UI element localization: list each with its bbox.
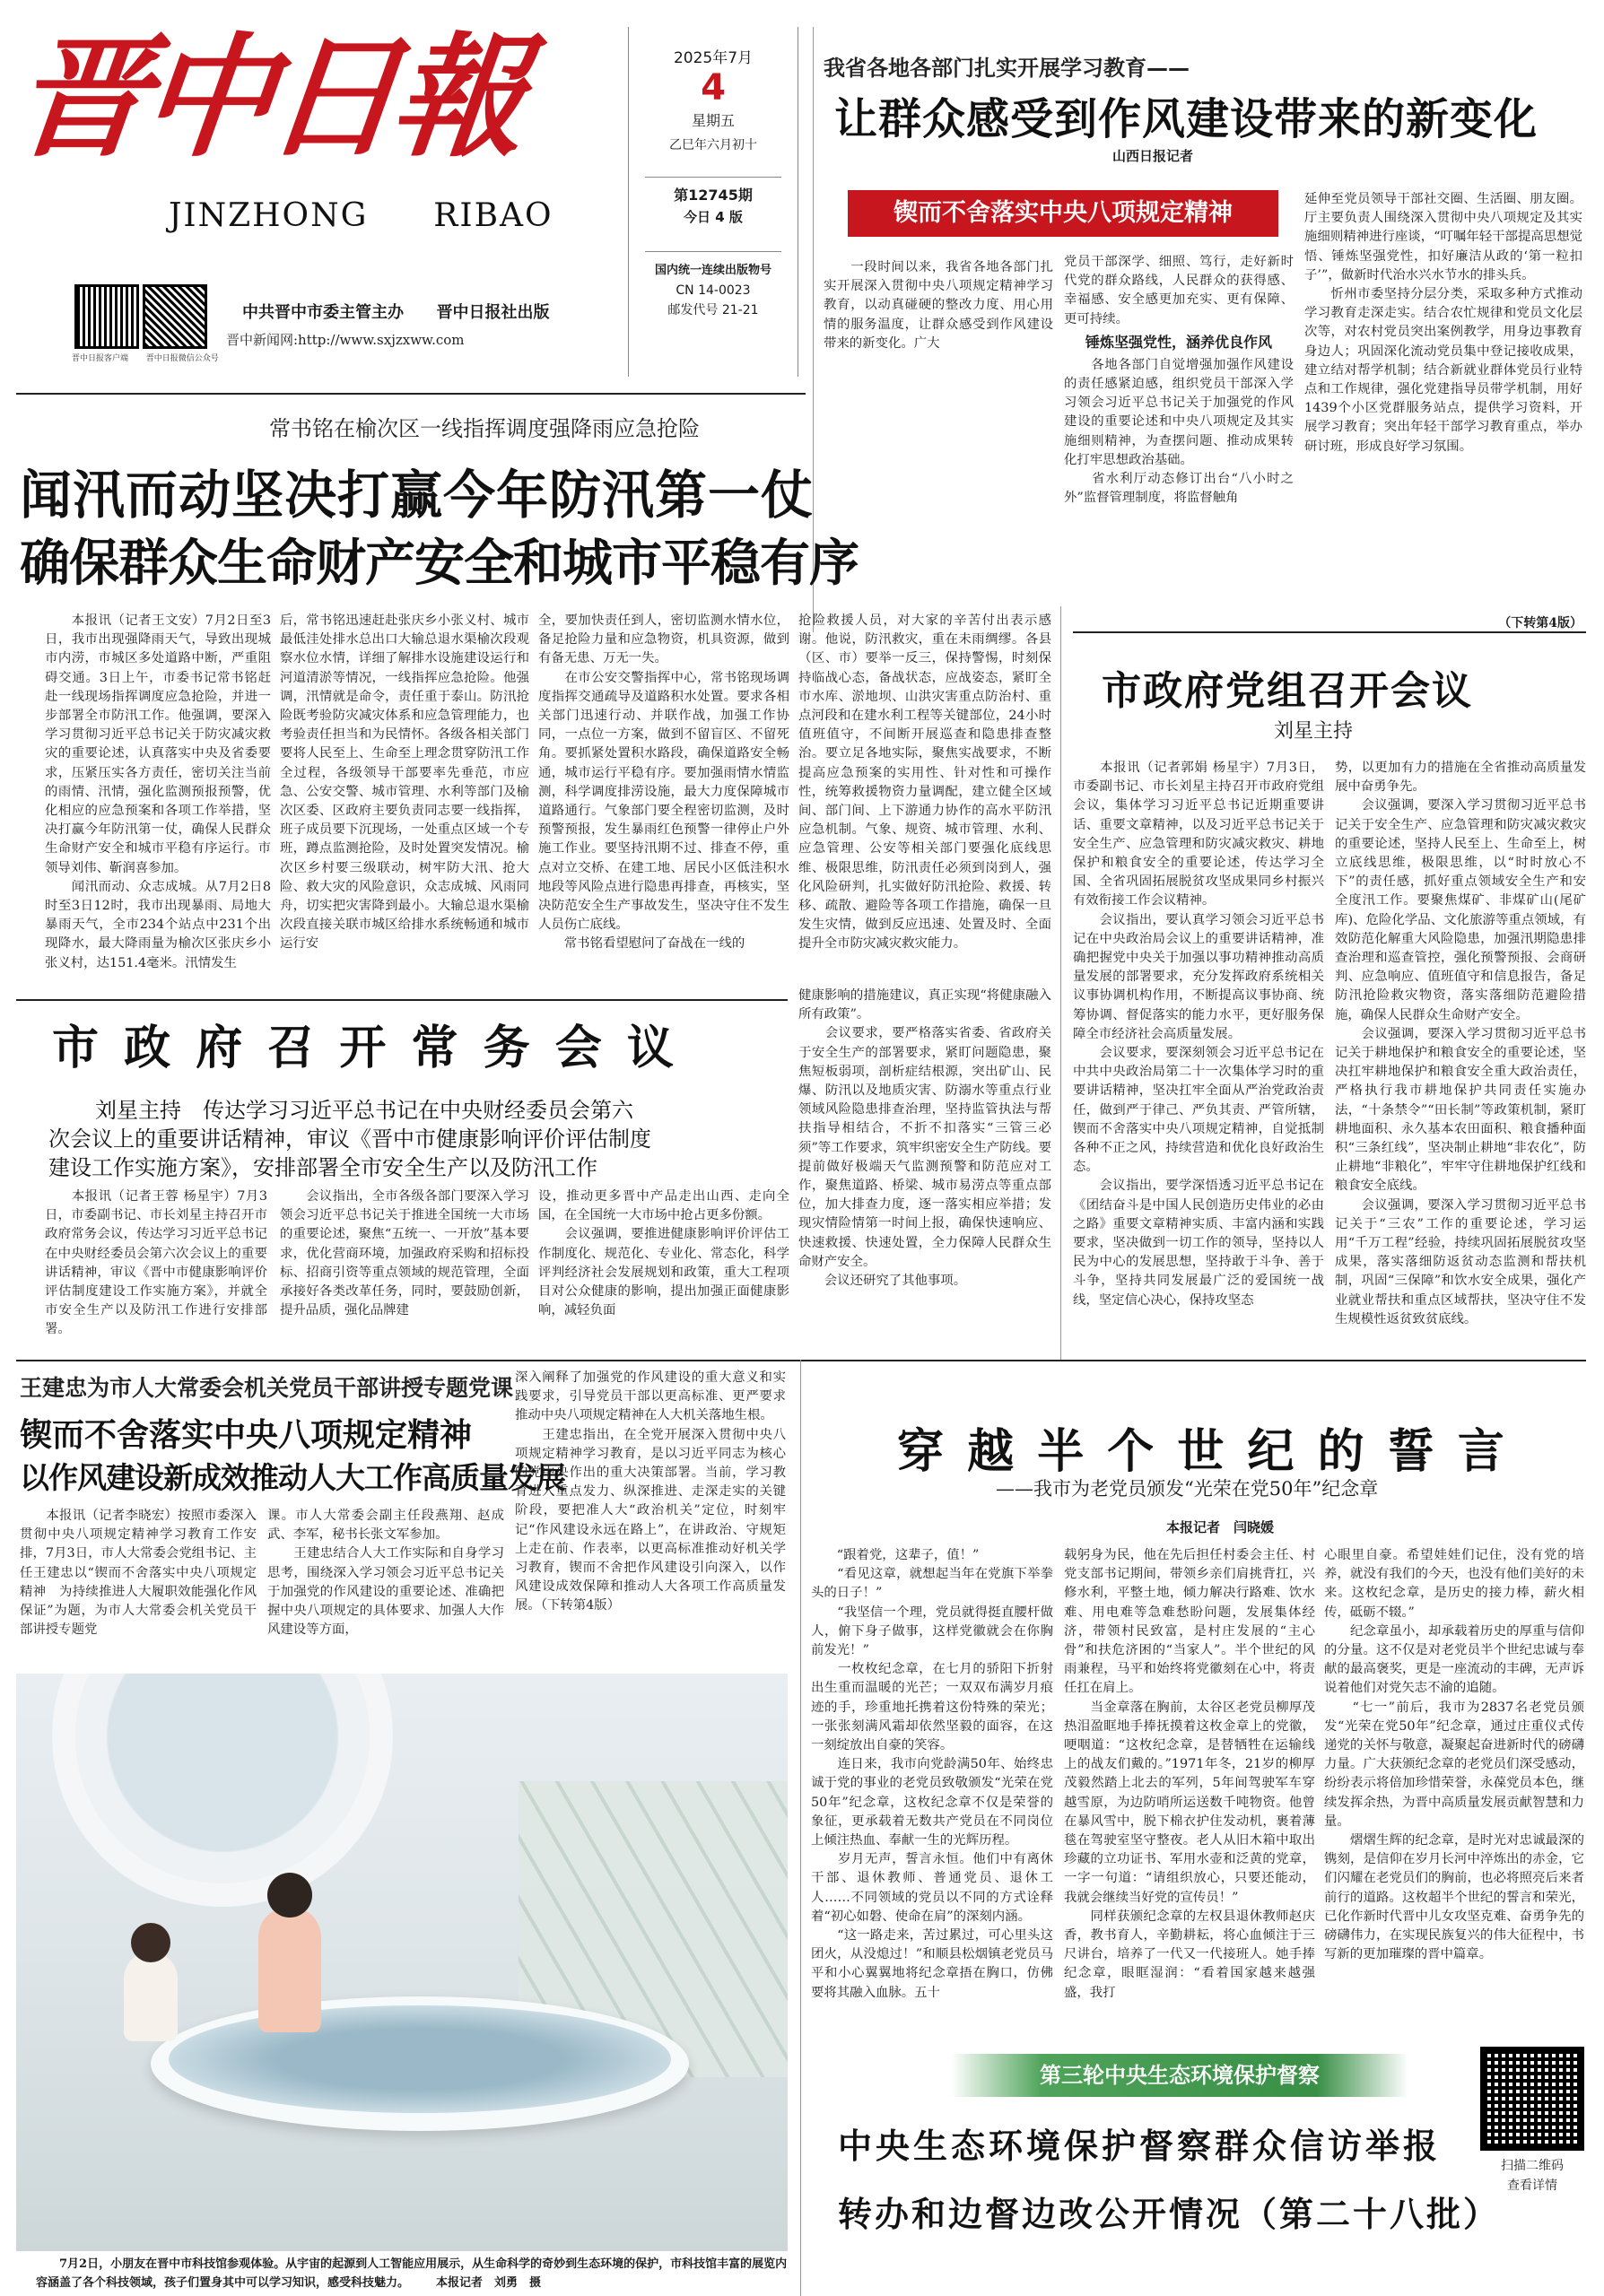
qr-code-wechat [145, 287, 205, 346]
science-museum-photo [16, 1674, 788, 2251]
vow-col-3: 心眼里自豪。希望娃娃们记住，没有党的培养，就没有我们的今天，也没有他们美好的未来。这枚纪念章，是历史的接力棒，薪火相传，砥砺不辍。” 纪念章虽小，却承载着历史的厚重与信仰的分量。这不仅是对老党员半个世纪忠诚与奉献的最高褒奖，更是一座流动的丰碑，无声诉说着他们对党矢志不渝的追随。 “七一”前后，我市为2837名老党员颁发“光荣在党50年”纪念章，通过庄重仪式传递党的关怀与敬意，凝聚起奋进新时代的磅礴力量。广大获颁纪念章的老党员们深受感动，纷纷表示将倍加珍惜荣誉，永葆党员本色，继续发挥余热，为晋中高质量发展贡献智慧和力量。 熠熠生辉的纪念章，是时光对忠诚最深的镌刻，是信仰在岁月长河中淬炼出的赤金，它们闪耀在老党员们的胸前，也必将照亮后来者前行的道路。这枚超半个世纪的誓言和荣光，已化作新时代晋中儿女攻坚克难、奋勇争先的磅礴伟力，在实现民族复兴的伟大征程中，书写新的更加璀璨的晋中篇章。 [1324, 1548, 1584, 1962]
party-col-1: 本报讯（记者郭娟 杨星宇）7月3日，市委副书记、市长刘星主持召开市政府党组会议，集体学习习近平总书记近期重要讲话、重要文章精神，以及习近平总书记关于安全生产、应急管理和防灾减灾救灾、耕地保护和粮食安全的重要论述，传达学习全国、全省巩固拓展脱贫攻坚成果同乡村振兴有效衔接工作会议精神。 会议指出，要认真学习领会习近平总书记在中央政治局会议上的重要讲话精神，准确把握党中央关于加强以事功精神推动高质量发展的部署要求，充分发挥政府系统相关议事协调机构作用，不断提高议事协商、统筹协调、督促落实的能力水平，更好服务保障全市经济社会高质量发展。 会议要求，要深刻领会习近平总书记在中共中央政治局第二十一次集体学习时的重要讲话精神，坚决扛牢全面从严治党政治责任，做到严于律己、严负其责、严管所辖，锲而不舍落实中央八项规定精神，自觉抵制各种不正之风，持续营造和优化良好政治生态。 会议指出，要学深悟透习近平总书记在《团结奋斗是中国人民创造历史伟业的必由之路》重要文章精神实质、丰富内涵和实践要求，坚决做到一切工作的领导，坚持以人民为中心的发展思想，坚持敢于斗争、善于斗争，坚持共同发展最广泛的爱国统一战线，坚定信心决心，保持攻坚态 [1073, 761, 1324, 1308]
issue-date: 2025年7月 [673, 49, 754, 67]
masthead-logo-text: 晋中日報 [7, 19, 527, 175]
sponsor: 中共晋中市委主管主办 [242, 303, 404, 322]
top-story-byline: 山西日报记者 [1112, 148, 1194, 164]
photo-caption [36, 2255, 788, 2294]
eco-banner [951, 2054, 1408, 2097]
flood-title-1: 闻汛而动坚决打赢今年防汛第一仗 [20, 465, 815, 526]
eco-qr-code[interactable] [1484, 2050, 1581, 2147]
vow-title: 穿 越 半 个 世 纪 的 誓 言 [897, 1424, 1508, 1479]
council-col-1: 本报讯（记者王蓉 杨星宇）7月3日，市委副书记、市长刘星主持召开市政府常务会议，传达学习习近平总书记在中央财经委员会第六次会议上的重要讲话精神，审议《晋中市健康影响评价评估制度建设工作实施方案》，并就全市安全生产以及防汛工作进行安排部署。 [45, 1189, 267, 1337]
weekday: 星期五 [691, 112, 735, 129]
date-box [628, 27, 798, 377]
council-col-2: 会议指出，全市各级各部门要深入学习领会习近平总书记关于推进全国统一大市场的重要论述，聚焦“五统一、一开放”基本要求，优化营商环境，加强政府采购和招标投标、招商引资等重点领域的规范管理，全面承接好各类改革任务，同时，要鼓励创新，提升品质，强化品牌建 [280, 1189, 529, 1318]
npc-col-1: 本报讯（记者李晓宏）按照市委深入贯彻中央八项规定精神学习教育工作安排，7月3日，市人大常委会党组书记、主任王建忠以“锲而不舍落实中央八项规定精神 为持续推进人大履职效能强化作风保证”为题，为市人大常委会机关党员干部讲授专题党 [20, 1509, 257, 1638]
top-story-col-2: 党员干部深学、细照、笃行，走好新时代党的群众路线，人民群众的获得感、幸福感、安全感更加充实、更有保障、更可持续。 [1064, 255, 1294, 326]
top-story-col-2b: 各地各部门自觉增强加强作风建设的责任感紧迫感，组织党员干部深入学习领会习近平总书记关于加强党的作风建设的重要论述和中央八项规定及其实施细则精神，为查摆问题、推动成果转化打牢思想政治基础。 省水利厅动态修订出台“八小时之外”监督管理制度，将监督触角 [1064, 357, 1294, 506]
vow-col-2: 载躬身为民，他在先后担任村委会主任、村党支部书记期间，带领乡亲们肩挑背扛，兴修水利，平整土地，倾力解决行路难、饮水难、用电难等急难愁盼问题，发展集体经济，带领村民致富，是村庄发展的“主心骨”和扶危济困的“当家人”。半个世纪的风雨兼程，马平和始终将党徽刻在心中，将责任扛在肩上。 当金章落在胸前，太谷区老党员柳厚茂热泪盈眶地手捧抚摸着这枚金章上的党徽，哽咽道：“这枚纪念章，是替牺牲在运输线上的战友们戴的。”1971年冬，21岁的柳厚茂毅然踏上北去的军列，5年间驾驶军车穿越雪原，为边防哨所运送数千吨物资。他曾在暴风雪中，脱下棉衣护住发动机，裹着薄毯在驾驶室坚守整夜。老人从旧木箱中取出珍藏的立功证书、军用水壶和泛黄的党章，一字一句道：“请组织放心，只要还能动，我就会继续当好党的宣传员！” 同样获颁纪念章的左权县退休教师赵庆香，教书育人，辛勤耕耘，将心血倾注于三尺讲台，培养了一代又一代接班人。她手捧纪念章，眼眶湿润：“看着国家越来越强盛，我打 [1064, 1548, 1315, 2000]
council-deck-line-1: 刘星主持 传达学习习近平总书记在中央财经委员会第六 [95, 1098, 633, 1123]
vow-col-1: “跟着党，这辈子，值！” “看见这章，就想起当年在党旗下举拳头的日子！” “我坚信一个理，党员就得挺直腰杆做人，俯下身子做事，这样党徽就会在你胸前发光！” 一枚枚纪念章，在七月的骄阳下折射出生重而温暖的光芒；一双双布满岁月痕迹的手，珍重地托携着这份特殊的荣光；一张张刻满风霜却依然坚毅的面容，在这一刻绽放出自豪的笑容。 连日来，我市向党龄满50年、始终忠诚于党的事业的老党员致敬颁发“光荣在党50年”纪念章，这枚纪念章不仅是荣誉的象征，更承载着无数共产党员在不同岗位上倾注热血、奉献一生的光辉历程。 岁月无声，誓言永恒。他们中有离休干部、退休教师、普通党员、退休工人……不同领域的党员以不同的方式诠释着“初心如磐、使命在肩”的深刻内涵。 “这一路走来，苦过累过，可心里头这团火，从没熄过！”和顺县松烟镇老党员马平和小心翼翼地将纪念章捂在胸口，仿佛要将其融入血脉。五十 [811, 1548, 1053, 2000]
party-title: 市政府党组召开会议 [1102, 668, 1473, 714]
party-col-2: 势，以更加有力的措施在全省推动高质量发展中奋勇争先。 会议强调，要深入学习贯彻习近平总书记关于安全生产、应急管理和防灾减灾救灾的重要论述，坚持人民至上、生命至上，树立底线思维，极限思维，以“时时放心不下”的责任感，抓好重点领域安全生产和安全度汛工作。要聚焦煤矿、非煤矿山(尾矿库)、危险化学品、文化旅游等重点领域，有效防范化解重大风险隐患，加强汛期隐患排查治理和巡查管控，强化预警预报、会商研判、应急响应、值班值守和信息报告，备足防汛抢险救灾物资，落实落细防范避险措施，确保人民群众生命财产安全。 会议强调，要深入学习贯彻习近平总书记关于耕地保护和粮食安全的重要论述，坚决扛牢耕地保护和粮食安全重大政治责任，严格执行我市耕地保护共同责任实施办法，“十条禁令”“田长制”等政策机制，紧盯耕地面积、永久基本农田面积、粮食播种面积“三条红线”，坚决制止耕地“非农化”，防止耕地“非粮化”，牢牢守住耕地保护红线和粮食安全底线。 会议强调，要深入学习贯彻习近平总书记关于“三农”工作的重要论述，学习运用“千万工程”经验，持续巩固拓展脱贫攻坚成果，落实落细防返贫动态监测和帮扶机制，巩固“三保障”和饮水安全成果，强化产业就业帮扶和重点区域帮扶，坚决守住不发生规模性返贫致贫底线。 [1335, 761, 1586, 1326]
flood-col-4: 抢险救援人员，对大家的辛苦付出表示感谢。他说，防汛救灾，重在未雨绸缪。各县（区、市）要举一反三，保持警惕，时刻保持临战心态，备战状态，应战姿态，紧盯全市水库、淤地坝、山洪灾害重点防治村、重点河段和在建水利工程等关键部位，24小时值班值守，不间断开展巡查和隐患排查整治。要立足各地实际，聚焦实战要求，不断提高应急预案的实用性、针对性和可操作性，统筹救援物资力量调配，建立健全区域间、部门间、上下游通力协作的高水平防汛应急机制。气象、规资、城市管理、水利、应急管理、公安等相关部门要强化底线思维、极限思维，防汛责任必须到岗到人，强化风险研判，扎实做好防汛抢险、救援、转移、疏散、避险等各项工作措施，确保一旦发生灾情，做到反应迅速、处置及时、全面提升全市防灾减灾救灾能力。 [798, 613, 1051, 952]
qr-caption-client: 晋中日报客户端 [72, 354, 129, 363]
top-story-title: 让群众感受到作风建设带来的新变化 [834, 94, 1539, 144]
eco-title-2: 转办和边督边改公开情况（第二十八批） [838, 2195, 1501, 2234]
council-col-3: 设，推动更多晋中产品走出山西、走向全国，在全国统一大市场中抢占更多份额。 会议强调，要推进健康影响评价评估工作制度化、规范化、专业化、常态化，科学评判经济社会发展规划和政策，重大工程项目对公众健康的影响，提出加强正面健康影响，减轻负面 [538, 1189, 789, 1318]
issue-number: 第12745期 [674, 187, 753, 204]
top-story-jump[interactable]: （下转第4版） [1498, 613, 1582, 631]
website[interactable]: 晋中新闻网:http://www.sxjzxww.com [226, 332, 465, 348]
top-story-banner [848, 190, 1278, 237]
lunar-date: 乙巳年六月初十 [669, 138, 757, 152]
vow-deck: ——我市为老党员颁发“光荣在党50年”纪念章 [996, 1478, 1379, 1500]
council-deck-line-3: 建设工作实施方案》，安排部署全市安全生产以及防汛工作 [48, 1155, 597, 1180]
masthead-pinyin-left: JINZHONG [169, 197, 369, 234]
eco-qr-caption-2: 查看详情 [1507, 2179, 1557, 2193]
masthead-logo [7, 16, 599, 251]
photo-caption-text: 7月2日，小朋友在晋中市科技馆参观体验。从宇宙的起源到人工智能应用展示，从生命科学的奇妙到生态环境的保护，市科技馆丰富的展览内容涵盖了各个科技领域，孩子们置身其中可以学习知识，感受科技魅力。 [36, 2257, 788, 2290]
qr-code-client [77, 287, 136, 346]
flood-col-1: 本报讯（记者王文安）7月2日至3日，我市出现强降雨天气，导致出现城市内涝，市城区多处道路中断，严重阻碍交通。3日上午，市委书记常书铭赶赴一线现场指挥调度应急抢险，并进一步部署全市防汛工作。他强调，要深入学习贯彻习近平总书记关于防灾减灾救灾的重要论述，认真落实中央及省委要求，压紧压实各方责任，密切关注当前的雨情、汛情，强化监测预报预警，优化相应的应急预案和各项工作举措，坚决打赢今年防汛第一仗，确保人民群众生命财产安全和城市平稳有序运行。市领导刘伟、靳润喜参加。 闻汛而动、众志成城。从7月2日8时至3日12时，我市出现暴雨、局地大暴雨天气，全市234个站点中231个出现降水，最大降雨量为榆次区张庆乡小张义村，达151.4毫米。汛情发生 [45, 613, 271, 970]
page-count: 今日 4 版 [684, 209, 743, 225]
council-deck-line-2: 次会议上的重要讲话精神，审议《晋中市健康影响评价评估制度 [48, 1126, 651, 1152]
top-story-kicker: 我省各地各部门扎实开展学习教育—— [824, 56, 1190, 81]
flood-col-2: 后，常书铭迅速赶赴张庆乡小张义村、城市最低洼处排水总出口大输总退水渠榆次段观察水位水情，详细了解排水设施建设运行和河道清淤等情况，一线指挥应急抢险。他强调，汛情就是命令，责任重于泰山。防汛抢险既考验防灾减灾体系和应急管理能力，也考验责任担当和为民情怀。各级各相关部门要将人民至上、生命至上理念贯穿防汛工作全过程，各级领导干部要率先垂范，市应急、公安交警、城市管理、水利等部门及榆次区委、区政府主要负责同志要一线指挥，班子成员要下沉现场，一处重点区域一个专班，蹲点监测抢险，及时处置突发情况。榆次区乡村要三级联动，树牢防大汛、抢大险、救大灾的风险意识，众志成城、风雨同舟，切实把灾害降到最小。大输总退水渠榆次段直接关联市城区给排水系统畅通和城市运行安 [280, 613, 529, 952]
npc-col-2: 课。市人大常委会副主任段燕翔、赵成武、李军，秘书长张文军参加。 王建忠结合人大工作实际和自身学习思考，围绕深入学习领会习近平总书记关于加强党的作风建设的重要论述、准确把握中央八项规定的具体要求、加强人大作风建设等方面， [267, 1509, 504, 1638]
vow-byline: 本报记者 闫晓媛 [1166, 1519, 1275, 1535]
eco-qr-caption-1: 扫描二维码 [1501, 2159, 1564, 2173]
npc-kicker: 王建忠为市人大常委会机关党员干部讲授专题党课 [20, 1375, 514, 1401]
flood-col-3: 全，要加快责任到人，密切监测水情水位，备足抢险力量和应急物资，机具资源，做到有备无患、万无一失。 在市公安交警指挥中心，常书铭现场调度指挥交通疏导及道路积水处置。要求各相关部门迅速行动、并联作战，加强工作协同，一点位一方案，做到不留盲区、不留死角。要抓紧处置积水路段，确保道路安全畅通，城市运行平稳有序。要加强雨情水情监测，科学调度排涝设施，最大力度保障城市道路通行。气象部门要全程密切监测，及时预警预报，发生暴雨红色预警一律停止户外施工作业。要坚持汛期不过、排查不停，重点对立交桥、在建工地、居民小区低洼积水地段等风险点进行隐患再排查，再核实，坚决防范安全生产事故发生，坚决守住不发生人员伤亡底线。 常书铭看望慰问了奋战在一线的 [538, 613, 789, 952]
photo-credit: 本报记者 刘勇 摄 [436, 2276, 542, 2290]
npc-title-1: 锲而不舍落实中央八项规定精神 [20, 1416, 473, 1454]
eco-banner-text: 第三轮中央生态环境保护督察 [1040, 2063, 1320, 2088]
cn-number: CN 14-0023 [676, 283, 751, 298]
party-byline: 刘星主持 [1274, 720, 1354, 743]
eco-title-1: 中央生态环境保护督察群众信访举报 [838, 2126, 1442, 2166]
postal-code: 邮发代号 21-21 [667, 303, 759, 317]
top-story-col-3: 延伸至党员领导干部社交圈、生活圈、朋友圈。厅主要负责人围绕深入贯彻中央八项规定及其实施细则精神进行座谈，“叮嘱年轻干部提高思想觉悟、锤炼坚强党性，扣好廉洁从政的‘第一粒扣子’”，做新时代治水兴水节水的排头兵。 忻州市委坚持分层分类，采取多种方式推动学习教育走深走实。结合农忙规律和党员文化层次等，对农村党员突出案例教学，用身边事教育身边人；巩固深化流动党员集中登记接收成果，建立结对帮学机制；结合新就业群体党员行业特点和工作规律，强化党建指导员带学机制，用好1439个小区党群服务站点，提供学习资料，开展学习教育；突出年轻干部学习教育重点，举办研讨班，形成良好学习氛围。 [1304, 192, 1582, 454]
publisher: 晋中日报社出版 [436, 303, 550, 322]
council-col-4: 健康影响的措施建议，真正实现“将健康融入所有政策”。 会议要求，要严格落实省委、省政府关于安全生产的部署要求，紧盯问题隐患，聚焦短板弱项，剖析症结根源，突出矿山、民爆、防汛以及地质灾害、防溺水等重点行业领域风险隐患排查治理，坚持监管执法与帮扶指导相结合，不折不扣落实“三管三必须”等工作要求，筑牢织密安全生产防线。要提前做好极端天气监测预警和防范应对工作，聚焦道路、桥梁、城市易涝点等重点部位，加大排查力度，逐一落实相应举措；发现灾情险情第一时间上报，确保快速响应、快速救援、快速处置，全力保障人民群众生命财产安全。 会议还研究了其他事项。 [798, 988, 1051, 1289]
council-title: 市 政 府 召 开 常 务 会 议 [52, 1022, 678, 1075]
qr-caption-wechat: 晋中日报微信公众号 [145, 354, 219, 363]
top-story-banner-text: 锲而不舍落实中央八项规定精神 [894, 199, 1233, 227]
cn-label: 国内统一连续出版物号 [654, 264, 771, 277]
npc-col-3: 深入阐释了加强党的作风建设的重大意义和实践要求，引导党员干部以更高标准、更严要求推动中央八项规定精神在人大机关落地生根。 王建忠指出，在全党开展深入贯彻中央八项规定精神学习教育，是以习近平同志为核心的党中央作出的重大决策部署。当前，学习教育进入重点发力、纵深推进、走深走实的关键阶段，要把准人大“政治机关”定位，时刻牢记“作风建设永远在路上”，在讲政治、守规矩上走在前、作表率，以更高标准推动好机关学习教育，锲而不舍把作风建设引向深入，以作风建设成效保障和推动人大各项工作高质量发展。（下转第4版） [515, 1370, 786, 1613]
issue-day: 4 [701, 67, 726, 109]
council-deck [48, 1096, 802, 1182]
top-story-subhead: 锤炼坚强党性，涵养优良作风 [1085, 333, 1272, 351]
masthead-pinyin-right: RIBAO [433, 197, 554, 234]
flood-kicker: 常书铭在榆次区一线指挥调度强降雨应急抢险 [269, 416, 700, 441]
top-story-col-1: 一段时间以来，我省各地各部门扎实开展深入贯彻中央八项规定精神学习教育，以动真碰硬的整改力度、用心用情的服务温度，让群众感受到作风建设带来的新变化。广大 [824, 260, 1053, 351]
npc-title-2: 以作风建设新成效推动人大工作高质量发展 [20, 1460, 565, 1495]
flood-title-2: 确保群众生命财产安全和城市平稳有序 [20, 535, 859, 593]
